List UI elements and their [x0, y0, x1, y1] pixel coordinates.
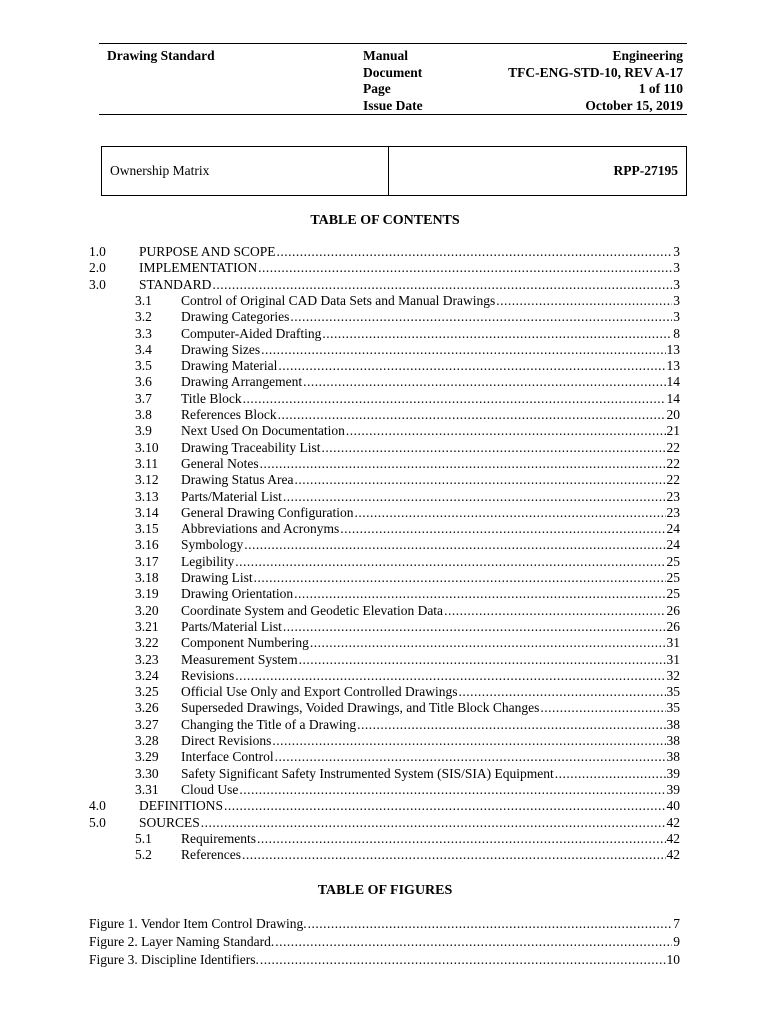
- entry-line: [181, 700, 680, 716]
- entry-line: [181, 635, 680, 651]
- entry-line: [181, 374, 680, 390]
- entry-title: Legibility: [181, 553, 235, 569]
- dot-leader: [244, 537, 665, 553]
- dot-leader: [239, 782, 665, 798]
- entry-title: Drawing Sizes: [181, 341, 261, 357]
- entry-line: [181, 326, 680, 342]
- toc-subitem[interactable]: [0, 619, 770, 635]
- entry-line: [181, 407, 680, 423]
- entry-number: 3.5: [135, 358, 152, 374]
- entry-title: Title Block: [181, 390, 242, 406]
- dot-leader: [354, 505, 665, 521]
- entry-number: 3.24: [135, 667, 159, 683]
- entry-title: SOURCES: [139, 814, 200, 830]
- entry-line: [181, 358, 680, 374]
- dot-leader: [308, 916, 673, 932]
- entry-line: [181, 586, 680, 602]
- toc-subitem[interactable]: [0, 391, 770, 407]
- entry-page-number: 31: [666, 651, 680, 667]
- entry-number: 3.28: [135, 733, 159, 748]
- entry-number: 5.2: [135, 847, 152, 863]
- dot-leader: [235, 554, 665, 570]
- entry-line: [181, 570, 680, 586]
- entry-page-number: 24: [666, 537, 680, 553]
- dot-leader: [346, 423, 666, 439]
- header-title: Drawing Standard: [107, 48, 215, 63]
- entry-title: Abbreviations and Acronyms: [181, 521, 340, 537]
- toc-subitem[interactable]: [0, 537, 770, 553]
- header-label-issue-date: Issue Date: [363, 97, 423, 113]
- toc-subitem[interactable]: [0, 505, 770, 521]
- entry-number: 3.31: [135, 781, 159, 797]
- entry-line: [181, 717, 680, 733]
- dot-leader: [283, 619, 666, 635]
- dot-leader: [212, 277, 672, 293]
- toc-subitem[interactable]: [0, 456, 770, 472]
- toc-subitem[interactable]: [0, 766, 770, 782]
- entry-title: Parts/Material List: [181, 618, 282, 634]
- entry-number: 3.29: [135, 749, 159, 765]
- entry-page-number: 13: [666, 341, 680, 357]
- dot-leader: [357, 717, 665, 733]
- entry-line: [181, 342, 680, 358]
- toc-subitem[interactable]: [0, 358, 770, 374]
- entry-page-number: 21: [666, 423, 680, 439]
- entry-number: 3.18: [135, 570, 159, 585]
- header-values: [508, 48, 683, 114]
- entry-title: Drawing Status Area: [181, 472, 294, 488]
- entry-title: Coordinate System and Geodetic Elevation Data: [181, 602, 444, 618]
- toc-subitem[interactable]: [0, 603, 770, 619]
- toc-subitem[interactable]: [0, 586, 770, 602]
- figure-item[interactable]: [0, 934, 770, 950]
- entry-number: 5.0: [89, 814, 106, 830]
- toc-item[interactable]: [0, 244, 770, 260]
- entry-number: 5.1: [135, 830, 152, 846]
- header-value-document: TFC-ENG-STD-10, REV A-17: [508, 64, 683, 80]
- toc-subitem[interactable]: [0, 326, 770, 342]
- toc-subitem[interactable]: [0, 717, 770, 733]
- dot-leader: [290, 309, 672, 325]
- entry-number: 3.7: [135, 390, 152, 406]
- header-label-page: Page: [363, 81, 391, 96]
- entry-title: Drawing Orientation: [181, 586, 294, 602]
- toc-subitem[interactable]: [0, 440, 770, 456]
- entry-line: [181, 423, 680, 439]
- toc-subitem[interactable]: [0, 423, 770, 439]
- dot-leader: [458, 684, 665, 700]
- entry-number: 1.0: [89, 244, 106, 259]
- dot-leader: [321, 440, 665, 456]
- figure-item[interactable]: [0, 916, 770, 932]
- entry-page-number: 22: [666, 472, 680, 488]
- entry-page-number: 22: [666, 455, 680, 471]
- entry-number: 3.25: [135, 684, 159, 700]
- entry-number: 3.9: [135, 423, 152, 439]
- entry-title: Figure 3. Discipline Identifiers.: [89, 952, 259, 967]
- entry-number: 3.6: [135, 374, 152, 390]
- dot-leader: [540, 700, 665, 716]
- entry-number: 3.30: [135, 765, 159, 781]
- dot-leader: [340, 521, 665, 537]
- entry-page-number: 3: [673, 244, 680, 259]
- entry-line: [139, 244, 680, 260]
- entry-number: 3.10: [135, 439, 159, 455]
- entry-number: 3.16: [135, 537, 159, 553]
- entry-line: [181, 684, 680, 700]
- entry-number: 3.8: [135, 407, 152, 422]
- entry-line: [89, 934, 680, 950]
- entry-title: Changing the Title of a Drawing: [181, 716, 357, 732]
- header-value-issue-date: October 15, 2019: [585, 97, 683, 113]
- toc-item[interactable]: [0, 277, 770, 293]
- dot-leader: [310, 635, 666, 651]
- entry-page-number: 39: [666, 781, 680, 797]
- entry-title: References Block: [181, 407, 277, 422]
- dot-leader: [201, 815, 666, 831]
- entry-number: 3.4: [135, 341, 152, 357]
- header-value-manual: Engineering: [612, 48, 683, 63]
- dot-leader: [278, 358, 665, 374]
- toc-subitem[interactable]: [0, 472, 770, 488]
- header-label-document: Document: [363, 64, 423, 80]
- dot-leader: [294, 586, 665, 602]
- header-label-manual: Manual: [363, 48, 409, 63]
- entry-title: Drawing Material: [181, 358, 278, 374]
- entry-title: Figure 1. Vendor Item Control Drawing.: [89, 916, 307, 931]
- toc-title: TABLE OF CONTENTS: [310, 213, 460, 228]
- entry-line: [139, 277, 680, 293]
- entry-title: Interface Control: [181, 749, 274, 765]
- entry-page-number: 38: [666, 716, 680, 732]
- document-header: [99, 43, 687, 115]
- toc-subitem[interactable]: [0, 733, 770, 749]
- toc-item[interactable]: [0, 815, 770, 831]
- entry-title: Drawing List: [181, 570, 253, 585]
- entry-line: [89, 952, 680, 968]
- entry-page-number: 38: [666, 733, 680, 748]
- entry-number: 3.0: [89, 276, 106, 292]
- toc-subitem[interactable]: [0, 700, 770, 716]
- entry-title: General Notes: [181, 455, 259, 471]
- entry-page-number: 31: [666, 635, 680, 651]
- entry-line: [181, 749, 680, 765]
- dot-leader: [258, 260, 672, 276]
- entry-number: 3.20: [135, 602, 159, 618]
- dot-leader: [224, 798, 666, 814]
- toc-subitem[interactable]: [0, 374, 770, 390]
- entry-page-number: 3: [673, 309, 680, 325]
- entry-title: Figure 2. Layer Naming Standard.: [89, 934, 275, 949]
- dot-leader: [260, 456, 666, 472]
- entry-title: DEFINITIONS: [139, 798, 223, 814]
- entry-number: 3.11: [135, 455, 159, 471]
- entry-line: [181, 847, 680, 863]
- entry-number: 3.15: [135, 521, 159, 537]
- entry-line: [181, 603, 680, 619]
- entry-line: [139, 798, 680, 814]
- entry-title: Symbology: [181, 537, 244, 553]
- toc-subitem[interactable]: [0, 749, 770, 765]
- entry-number: 3.26: [135, 700, 159, 716]
- entry-line: [181, 472, 680, 488]
- entry-line: [181, 505, 680, 521]
- ownership-divider: [388, 147, 389, 195]
- toc-subitem[interactable]: [0, 635, 770, 651]
- entry-line: [181, 440, 680, 456]
- entry-page-number: 35: [666, 700, 680, 716]
- header-value-page: 1 of 110: [638, 81, 683, 96]
- entry-page-number: 25: [666, 553, 680, 569]
- toc-item[interactable]: [0, 798, 770, 814]
- dot-leader: [444, 603, 665, 619]
- entry-number: 3.19: [135, 586, 159, 602]
- entry-page-number: 25: [666, 586, 680, 602]
- entry-title: Official Use Only and Export Controlled Drawings: [181, 684, 458, 700]
- header-labels: [363, 48, 423, 114]
- entry-page-number: 13: [666, 358, 680, 374]
- entry-page-number: 42: [666, 830, 680, 846]
- dot-leader: [257, 831, 666, 847]
- entry-page-number: 20: [666, 407, 680, 422]
- dot-leader: [254, 570, 666, 586]
- entry-title: Requirements: [181, 830, 256, 846]
- entry-number: 3.13: [135, 488, 159, 504]
- entry-number: 3.21: [135, 618, 159, 634]
- toc-subitem[interactable]: [0, 342, 770, 358]
- entry-page-number: 42: [666, 814, 680, 830]
- entry-page-number: 22: [666, 439, 680, 455]
- dot-leader: [272, 733, 665, 749]
- entry-number: 3.12: [135, 472, 159, 488]
- entry-page-number: 40: [666, 798, 680, 814]
- entry-page-number: 32: [666, 667, 680, 683]
- entry-line: [181, 766, 680, 782]
- entry-line: [181, 521, 680, 537]
- entry-line: [181, 554, 680, 570]
- entry-number: 3.1: [135, 292, 152, 308]
- toc-subitem[interactable]: [0, 309, 770, 325]
- toc-subitem[interactable]: [0, 407, 770, 423]
- entry-title: Measurement System: [181, 651, 298, 667]
- entry-page-number: 25: [666, 570, 680, 585]
- entry-page-number: 14: [666, 374, 680, 390]
- entry-title: Control of Original CAD Data Sets and Manual Drawings: [181, 292, 496, 308]
- entry-title: Computer-Aided Drafting: [181, 325, 322, 341]
- entry-title: Drawing Categories: [181, 309, 290, 325]
- entry-page-number: 8: [673, 325, 680, 341]
- entry-page-number: 38: [666, 749, 680, 765]
- ownership-label: Ownership Matrix: [110, 163, 210, 178]
- entry-title: IMPLEMENTATION: [139, 260, 258, 276]
- entry-title: Drawing Arrangement: [181, 374, 303, 390]
- entry-page-number: 3: [673, 260, 680, 276]
- dot-leader: [275, 934, 672, 950]
- dot-leader: [277, 244, 673, 260]
- entry-line: [181, 652, 680, 668]
- entry-line: [181, 668, 680, 684]
- entry-number: 3.27: [135, 716, 159, 732]
- toc-subitem[interactable]: [0, 668, 770, 684]
- ownership-code: RPP-27195: [613, 163, 678, 178]
- ownership-box: [101, 146, 687, 196]
- entry-title: Drawing Traceability List: [181, 439, 321, 455]
- entry-line: [181, 309, 680, 325]
- toc-subitem[interactable]: [0, 570, 770, 586]
- entry-number: 3.3: [135, 325, 152, 341]
- entry-page-number: 35: [666, 684, 680, 700]
- dot-leader: [294, 472, 665, 488]
- toc-subitem[interactable]: [0, 489, 770, 505]
- entry-title: PURPOSE AND SCOPE: [139, 244, 276, 259]
- toc-subitem[interactable]: [0, 782, 770, 798]
- entry-page-number: 39: [666, 765, 680, 781]
- entry-line: [181, 293, 680, 309]
- toc-subitem[interactable]: [0, 521, 770, 537]
- entry-title: Superseded Drawings, Voided Drawings, and Title Block Changes: [181, 700, 540, 716]
- entry-page-number: 26: [666, 618, 680, 634]
- dot-leader: [260, 952, 666, 968]
- entry-title: References: [181, 847, 241, 863]
- entry-line: [139, 260, 680, 276]
- entry-number: 4.0: [89, 798, 106, 814]
- toc-subitem[interactable]: [0, 847, 770, 863]
- entry-number: 3.17: [135, 553, 159, 569]
- dot-leader: [235, 668, 665, 684]
- entry-page-number: 9: [673, 934, 680, 949]
- entry-line: [181, 619, 680, 635]
- toc-subitem[interactable]: [0, 652, 770, 668]
- toc-subitem[interactable]: [0, 684, 770, 700]
- entry-line: [181, 782, 680, 798]
- entry-page-number: 42: [666, 847, 680, 863]
- tof-title: TABLE OF FIGURES: [317, 883, 453, 898]
- entry-title: Safety Significant Safety Instrumented System (SIS/SIA) Equipment: [181, 765, 554, 781]
- dot-leader: [275, 749, 666, 765]
- entry-page-number: 23: [666, 488, 680, 504]
- entry-page-number: 23: [666, 504, 680, 520]
- toc-subitem[interactable]: [0, 293, 770, 309]
- entry-page-number: 10: [666, 952, 680, 967]
- dot-leader: [242, 847, 666, 863]
- entry-page-number: 24: [666, 521, 680, 537]
- entry-title: Component Numbering: [181, 635, 309, 651]
- toc-subitem[interactable]: [0, 831, 770, 847]
- dot-leader: [303, 374, 665, 390]
- figure-item[interactable]: [0, 952, 770, 968]
- dot-leader: [278, 407, 666, 423]
- entry-line: [181, 391, 680, 407]
- dot-leader: [299, 652, 666, 668]
- entry-number: 2.0: [89, 260, 106, 276]
- dot-leader: [243, 391, 666, 407]
- dot-leader: [283, 489, 666, 505]
- entry-line: [181, 831, 680, 847]
- entry-line: [181, 733, 680, 749]
- entry-title: General Drawing Configuration: [181, 504, 354, 520]
- entry-line: [181, 489, 680, 505]
- toc-subitem[interactable]: [0, 554, 770, 570]
- entry-line: [181, 456, 680, 472]
- entry-page-number: 7: [673, 916, 680, 931]
- entry-title: STANDARD: [139, 276, 212, 292]
- entry-title: Cloud Use: [181, 781, 239, 797]
- entry-number: 3.2: [135, 309, 152, 325]
- dot-leader: [496, 293, 672, 309]
- entry-line: [89, 916, 680, 932]
- entry-title: Revisions: [181, 667, 235, 683]
- dot-leader: [555, 766, 666, 782]
- entry-number: 3.22: [135, 635, 159, 651]
- entry-number: 3.14: [135, 504, 159, 520]
- entry-line: [181, 537, 680, 553]
- dot-leader: [322, 326, 672, 342]
- dot-leader: [261, 342, 665, 358]
- entry-page-number: 26: [666, 602, 680, 618]
- entry-page-number: 14: [666, 390, 680, 406]
- entry-title: Parts/Material List: [181, 488, 282, 504]
- entry-line: [139, 815, 680, 831]
- entry-number: 3.23: [135, 651, 159, 667]
- entry-page-number: 3: [673, 292, 680, 308]
- toc-item[interactable]: [0, 260, 770, 276]
- entry-title: Next Used On Documentation: [181, 423, 345, 439]
- entry-title: Direct Revisions: [181, 733, 272, 748]
- entry-page-number: 3: [673, 276, 680, 292]
